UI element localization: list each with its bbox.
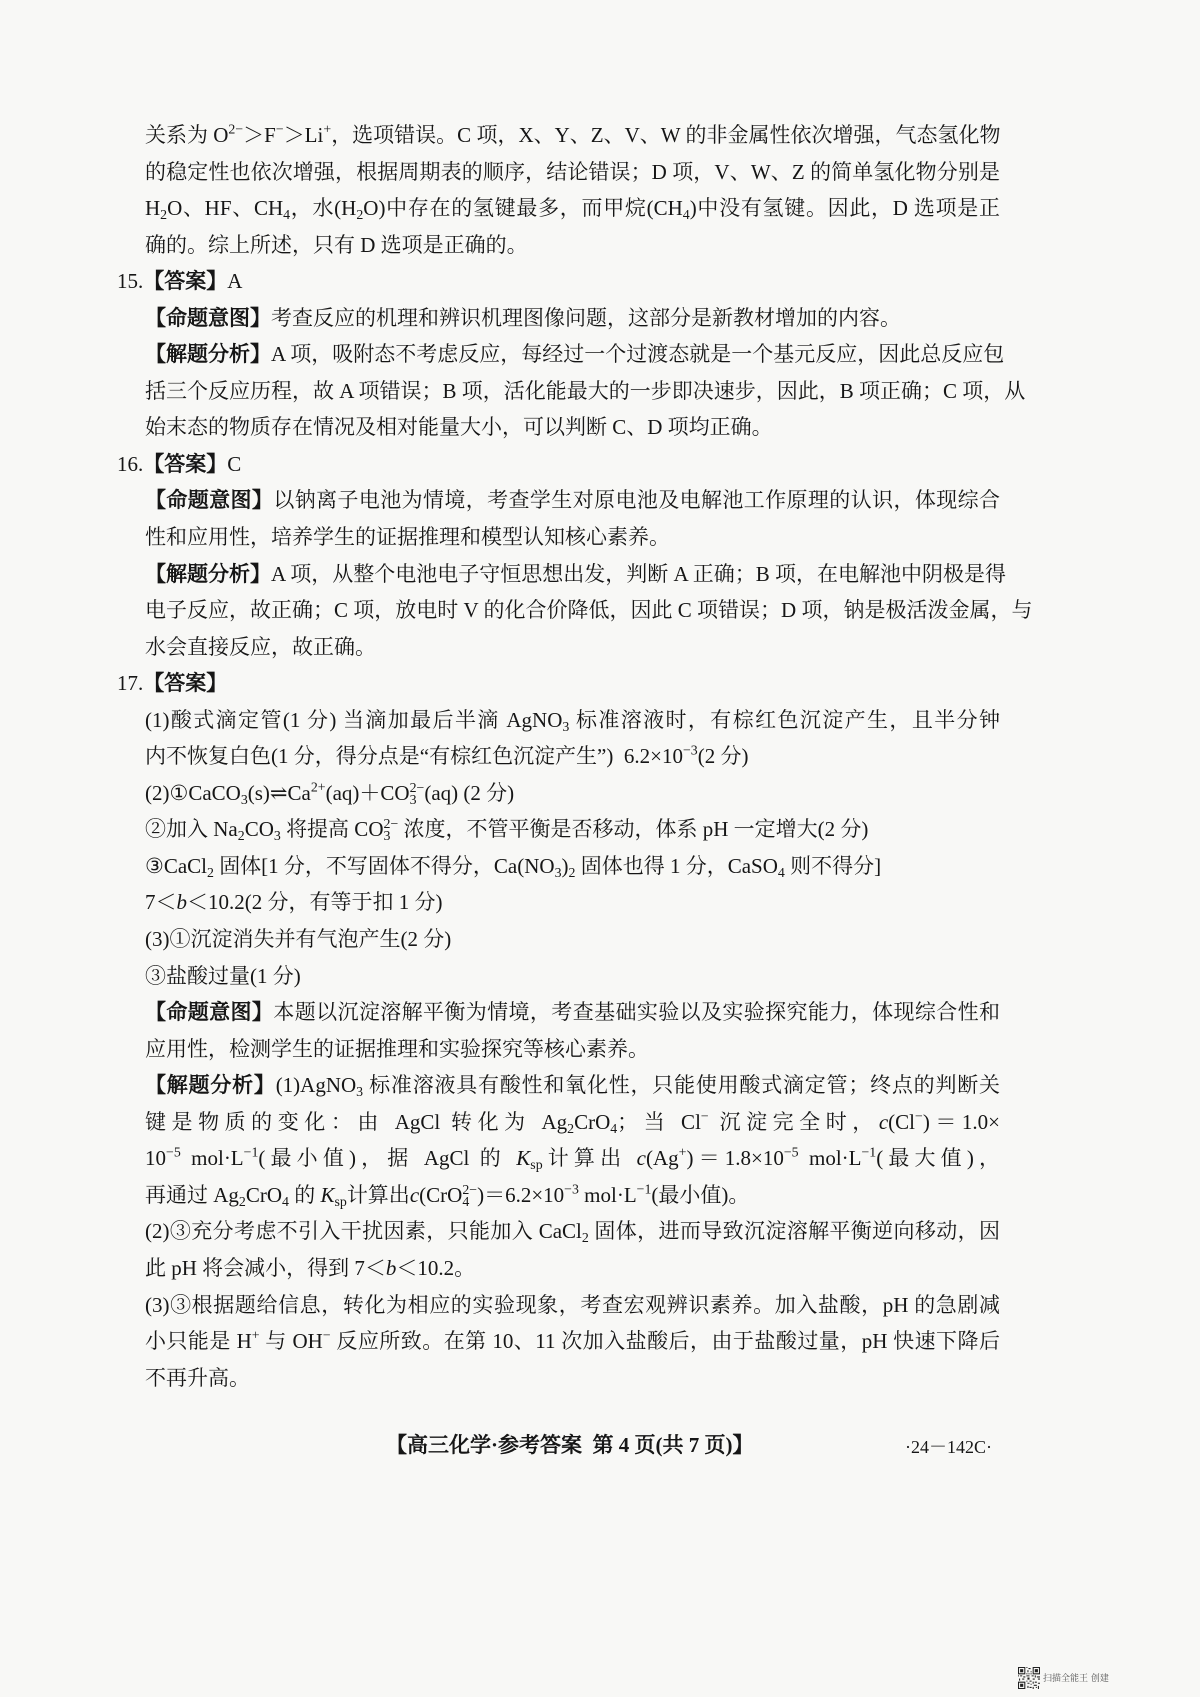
text-run: 应用性，检测学生的证据推理和实验探究等核心素养。 <box>145 1036 649 1061</box>
superscript: − <box>700 1108 709 1124</box>
subscript: 4 <box>682 206 690 222</box>
text-run: 与 OH <box>259 1329 323 1354</box>
text-run: (1)AgNO <box>275 1073 357 1098</box>
text-run: )＝1.8×10 <box>686 1146 784 1171</box>
paragraph <box>0 117 1200 263</box>
text-run: ＞Li <box>283 123 324 147</box>
text-run: (最小值)，据 AgCl 的 <box>258 1146 517 1171</box>
text-run: (Ag <box>645 1146 679 1171</box>
subscript: 2 <box>567 1120 575 1136</box>
bold-label: 【解题分析】 <box>145 1073 276 1098</box>
subscript: sp <box>530 1157 543 1173</box>
superscript: + <box>251 1327 260 1343</box>
text-line <box>145 1067 1000 1104</box>
text-run: )＝6.2×10 <box>477 1182 565 1207</box>
superscript: 2− <box>228 121 244 137</box>
bold-label: 【命题意图】 <box>145 488 274 513</box>
bold-label: 【解题分析】 <box>145 342 271 367</box>
text-line <box>145 738 1000 775</box>
text-line <box>145 482 1000 519</box>
subscript: 4 <box>462 1193 470 1209</box>
text-run: 关系为 O <box>145 123 229 147</box>
text-run: )中没有氢键。因此，D 选项是正 <box>689 196 1000 221</box>
text-run: 17. <box>117 671 144 696</box>
superscript: −1 <box>861 1145 877 1160</box>
subscript: 3 <box>273 828 281 844</box>
subscript: 2 <box>207 864 214 880</box>
text-run: 的 <box>288 1182 321 1207</box>
text-run: 计算出 <box>542 1146 637 1171</box>
answer-key-body <box>0 117 1200 1396</box>
watermark-text: 扫描全能王 创建 <box>1043 1674 1109 1684</box>
footer-title: 【高三化学·参考答案 第 4 页(共 7 页)】 <box>386 1433 754 1457</box>
subscript: 4 <box>610 1120 618 1136</box>
text-run: (3)①沉淀消失并有气泡产生(2 分) <box>145 927 452 952</box>
answer-heading <box>0 665 1200 702</box>
text-line <box>145 811 1000 848</box>
paragraph <box>0 702 1200 775</box>
text-run: (最大值)， <box>876 1146 1000 1171</box>
text-line <box>145 592 1033 629</box>
text-line <box>145 373 1026 410</box>
text-line <box>117 665 1000 702</box>
text-run: C <box>227 451 242 476</box>
text-run: 固体[1 分，不写固体不得分，Ca(NO <box>213 853 555 878</box>
text-line <box>145 775 1000 812</box>
text-run: 电子反应，故正确；C 项，放电时 V 的化合价降低，因此 C 项错误；D 项，钠是极活泼金属，与 <box>145 598 1033 623</box>
text-run: 以钠离子电池为情境，考查学生对原电池及电解池工作原理的认识，体现综合 <box>273 488 1001 513</box>
text-line <box>145 848 1000 885</box>
bold-label: 【答案】 <box>143 671 228 696</box>
text-run: 则不得分] <box>784 853 882 878</box>
subscript: 3 <box>240 791 248 807</box>
text-run: (s)⇌Ca <box>247 780 311 805</box>
paragraph <box>0 1067 1200 1213</box>
text-run: 7＜ <box>145 890 177 915</box>
bold-label: 【答案】 <box>143 269 228 294</box>
paragraph <box>0 775 1200 812</box>
text-run: H <box>145 196 161 221</box>
paragraph <box>0 921 1200 958</box>
paragraph <box>0 994 1200 1067</box>
superscript: 2− <box>409 779 425 795</box>
superscript: 2− <box>383 816 399 832</box>
subscript: 2 <box>237 828 245 844</box>
text-line <box>145 958 1000 995</box>
text-run: 15. <box>117 269 144 294</box>
text-line <box>145 702 1000 739</box>
text-run: (3)③根据题给信息，转化为相应的实验现象，考查宏观辨识素养。加入盐酸，pH 的急剧减 <box>145 1292 1000 1317</box>
text-run: 此 pH 将会减小，得到 7＜ <box>145 1255 386 1280</box>
text-run: O、HF、CH <box>167 196 284 221</box>
text-run: 括三个反应历程，故 A 项错误；B 项，活化能最大的一步即决速步，因此，B 项正确；C 项，从 <box>145 378 1026 403</box>
text-line <box>145 300 1000 337</box>
text-line <box>145 884 1000 921</box>
text-run: (1)酸式滴定管(1 分) 当滴加最后半滴 AgNO <box>145 707 563 732</box>
qr-code-icon <box>1018 1667 1040 1689</box>
text-run: 反应所致。在第 10、11 次加入盐酸后，由于盐酸过量，pH 快速下降后 <box>330 1329 1000 1354</box>
text-run: 本题以沉淀溶解平衡为情境，考查基础实验以及实验探究能力，体现综合性和 <box>273 1000 1001 1025</box>
answer-heading <box>0 263 1200 300</box>
text-run: 10 <box>145 1146 166 1171</box>
text-line <box>117 446 1000 483</box>
subscript: 4 <box>283 206 291 222</box>
text-run: ③盐酸过量(1 分) <box>145 963 301 988</box>
text-run: 沉淀完全时， <box>708 1109 879 1134</box>
paragraph <box>0 336 1200 446</box>
text-run: ③CaCl <box>145 853 207 878</box>
text-run: (2)①CaCO <box>145 780 241 805</box>
text-run: O)中存在的氢键最多，而甲烷(CH <box>363 196 683 221</box>
text-run: 不再升高。 <box>145 1365 250 1390</box>
italic-variable: c <box>636 1146 646 1171</box>
text-run: ＞F <box>243 123 276 147</box>
text-run: 标准溶液时，有棕红色沉淀产生，且半分钟 <box>569 707 1000 732</box>
text-line <box>145 629 1000 666</box>
text-line <box>145 154 1000 191</box>
italic-variable: K <box>516 1146 531 1171</box>
superscript: − <box>322 1327 331 1343</box>
text-run: mol·L <box>578 1182 637 1207</box>
subscript: 3 <box>383 828 391 844</box>
superscript: 2+ <box>310 779 326 795</box>
subscript: 3 <box>409 791 417 807</box>
subscript: 2 <box>160 206 168 222</box>
superscript: 2− <box>462 1181 478 1197</box>
text-run: 将提高 CO <box>280 817 384 842</box>
subscript: 2 <box>238 1193 246 1209</box>
text-run: 键是物质的变化：由 AgCl 转化为 Ag <box>145 1109 568 1134</box>
text-line <box>117 263 1000 300</box>
bold-label: 【答案】 <box>143 451 228 476</box>
text-line <box>145 519 1000 556</box>
text-run: 确的。综上所述，只有 D 选项是正确的。 <box>145 232 528 257</box>
superscript: −5 <box>783 1145 799 1160</box>
text-run: ，水(H <box>290 196 357 221</box>
bold-label: 【命题意图】 <box>145 305 271 330</box>
superscript: − <box>275 121 284 137</box>
text-run: 水会直接反应，故正确。 <box>145 634 376 659</box>
text-run: ) <box>561 853 569 878</box>
text-run: (最小值)。 <box>651 1182 750 1207</box>
subscript: 3 <box>554 864 562 880</box>
qr-code-modules <box>1018 1667 1040 1689</box>
text-line <box>145 1104 1000 1141</box>
italic-variable: b <box>176 890 187 915</box>
text-run: (aq) (2 分) <box>424 780 515 805</box>
text-run: CrO <box>574 1109 611 1134</box>
text-run: ＜10.2。 <box>396 1255 476 1280</box>
text-run: mol·L <box>798 1146 862 1171</box>
paragraph <box>0 482 1200 555</box>
italic-variable: b <box>385 1255 397 1280</box>
text-run: 固体，进而导致沉淀溶解平衡逆向移动，因 <box>588 1219 1000 1244</box>
text-run: A 项，从整个电池电子守恒思想出发，判断 A 正确；B 项，在电解池中阴极是得 <box>271 561 1007 586</box>
text-line <box>145 1031 1000 1068</box>
text-run: 再通过 Ag <box>145 1182 239 1207</box>
answer-heading <box>0 446 1200 483</box>
text-line <box>145 190 1000 227</box>
paragraph <box>0 958 1200 995</box>
text-run: A <box>227 269 243 294</box>
italic-variable: c <box>409 1182 420 1207</box>
superscript: − <box>914 1108 923 1124</box>
text-run: 固体也得 1 分，CaSO <box>575 853 778 878</box>
text-run: )＝1.0× <box>922 1109 1000 1134</box>
text-run: (CrO <box>419 1182 463 1207</box>
text-run: ＜10.2(2 分，有等于扣 1 分) <box>187 890 443 915</box>
text-line <box>145 1360 1000 1397</box>
paragraph <box>0 884 1200 921</box>
paragraph <box>0 556 1200 666</box>
text-run: 内不恢复白色(1 分，得分点是“有棕红色沉淀产生”) 6.2×10 <box>145 744 683 769</box>
footer-code: ·24－142C· <box>905 1437 992 1457</box>
text-line <box>145 1213 1000 1250</box>
superscript: −3 <box>564 1181 579 1197</box>
superscript: + <box>678 1145 687 1160</box>
bold-label: 【解题分析】 <box>145 561 271 586</box>
subscript: 4 <box>777 864 785 880</box>
text-run: ②加入 Na <box>145 817 238 842</box>
text-line <box>145 1287 1000 1324</box>
superscript: −1 <box>243 1145 259 1160</box>
superscript: −5 <box>166 1145 181 1160</box>
text-run: ；当 Cl <box>617 1109 701 1134</box>
superscript: + <box>323 121 332 137</box>
bold-label: 【命题意图】 <box>145 1000 274 1025</box>
paragraph <box>0 848 1200 885</box>
subscript: 2 <box>356 206 364 222</box>
text-run: (aq)＋CO <box>325 780 410 805</box>
text-run: 始末态的物质存在情况及相对能量大小，可以判断 C、D 项均正确。 <box>145 415 773 440</box>
text-run: 考查反应的机理和辨识机理图像问题，这部分是新教材增加的内容。 <box>271 305 901 330</box>
text-run: 标准溶液具有酸性和氧化性，只能使用酸式滴定管；终点的判断关 <box>363 1073 1001 1098</box>
text-run: ，选项错误。C 项，X、Y、Z、V、W 的非金属性依次增强，气态氢化物 <box>331 123 1001 147</box>
text-run: 性和应用性，培养学生的证据推理和模型认知核心素养。 <box>145 525 670 550</box>
text-line <box>145 1323 1000 1360</box>
text-run: 16. <box>117 451 144 476</box>
text-run: 的稳定性也依次增强，根据周期表的顺序，结论错误；D 项，V、W、Z 的简单氢化物分别是 <box>145 159 1000 184</box>
text-run: 浓度，不管平衡是否移动，体系 pH 一定增大(2 分) <box>398 817 869 842</box>
text-line <box>145 1177 1000 1214</box>
subscript: 2 <box>568 864 576 880</box>
paragraph <box>0 1287 1200 1397</box>
text-line <box>145 1140 1000 1177</box>
subscript: 4 <box>282 1193 289 1209</box>
text-run: CO <box>244 817 274 842</box>
italic-variable: K <box>320 1182 335 1207</box>
text-line <box>145 409 1000 446</box>
subscript: 2 <box>581 1230 589 1246</box>
text-run: CrO <box>245 1182 283 1207</box>
paragraph <box>0 1213 1200 1286</box>
text-line <box>145 117 1000 154</box>
text-run: A 项，吸附态不考虑反应，每经过一个过渡态就是一个基元反应，因此总反应包 <box>271 342 1005 367</box>
text-run: (Cl <box>888 1109 915 1134</box>
text-run: 计算出 <box>346 1182 410 1207</box>
text-line <box>145 994 1000 1031</box>
text-line <box>145 227 1000 264</box>
italic-variable: c <box>878 1109 889 1134</box>
text-run: (2)③充分考虑不引入干扰因素，只能加入 CaCl <box>145 1219 582 1244</box>
paragraph <box>0 300 1200 337</box>
subscript: sp <box>334 1193 347 1209</box>
text-run: mol·L <box>180 1146 244 1171</box>
superscript: −3 <box>682 742 698 758</box>
subscript: 3 <box>356 1084 364 1100</box>
text-line <box>145 556 1007 593</box>
subscript: 3 <box>562 718 570 734</box>
text-run: 小只能是 H <box>145 1329 252 1354</box>
text-line <box>145 1250 1000 1287</box>
paragraph <box>0 811 1200 848</box>
text-run: (2 分) <box>697 744 749 769</box>
text-line <box>145 336 1005 373</box>
superscript: −1 <box>636 1181 652 1197</box>
text-line <box>145 921 1000 958</box>
